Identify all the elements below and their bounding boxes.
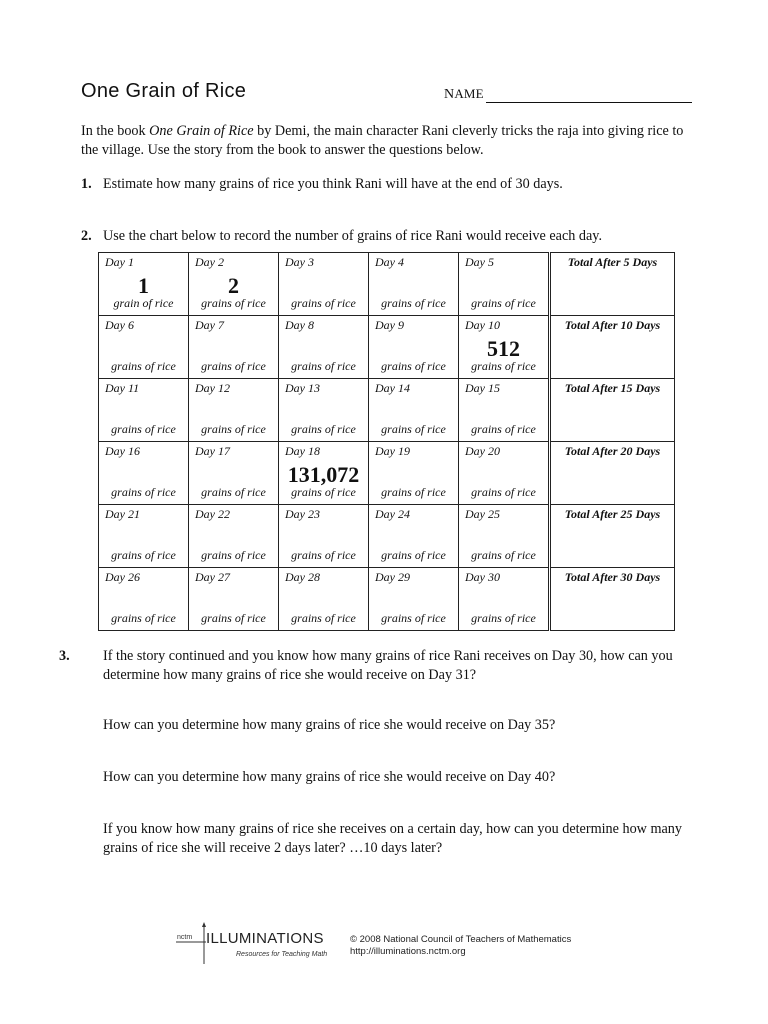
unit-label: grains of rice [471,548,536,562]
day-label: Day 20 [465,444,500,458]
total-label: Total After 5 Days [567,255,658,269]
unit-label: grains of rice [381,296,446,310]
day-label: Day 14 [375,381,410,395]
unit-label: grains of rice [381,422,446,436]
day-label: Day 22 [195,507,230,521]
day-cell[interactable] [99,505,189,568]
day-cell[interactable] [459,316,550,379]
day-label: Day 3 [285,255,314,269]
day-label: Day 26 [105,570,140,584]
chart-row [99,316,675,379]
unit-label: grains of rice [381,611,446,625]
chart-row [99,442,675,505]
day-cell[interactable] [369,253,459,316]
day-label: Day 9 [375,318,404,332]
day-label: Day 24 [375,507,410,521]
day-label: Day 15 [465,381,500,395]
unit-label: grains of rice [111,359,176,373]
chart-row [99,505,675,568]
day-label: Day 2 [195,255,224,269]
illuminations-logo [172,922,332,966]
question-3-sub-3: If you know how many grains of rice she receives on a certain day, how can you determine how many grains of rice she will receive 2 days later? …10 days later? [103,821,682,856]
question-2: 2. Use the chart below to record the number of grains of rice Rani would receive each day. [81,228,602,244]
day-cell[interactable] [369,568,459,631]
unit-label: grains of rice [381,359,446,373]
chart-row [99,379,675,442]
day-cell[interactable] [279,379,369,442]
day-label: Day 12 [195,381,230,395]
unit-label: grains of rice [201,485,266,499]
day-label: Day 19 [375,444,410,458]
day-cell[interactable] [99,316,189,379]
day-cell[interactable] [459,442,550,505]
grain-count: 512 [487,336,520,361]
day-cell[interactable] [279,316,369,379]
total-label: Total After 30 Days [564,570,661,584]
total-label: Total After 10 Days [564,318,661,332]
footer-url[interactable]: http://illuminations.nctm.org [350,946,466,957]
day-label: Day 27 [195,570,230,584]
day-cell[interactable] [189,379,279,442]
day-cell[interactable] [189,505,279,568]
unit-label: grains of rice [111,422,176,436]
total-cell[interactable] [550,568,675,631]
unit-label: grains of rice [291,296,356,310]
total-cell[interactable] [550,253,675,316]
unit-label: grains of rice [111,485,176,499]
unit-label: grains of rice [201,359,266,373]
day-label: Day 18 [285,444,320,458]
grain-count: 131,072 [287,462,360,487]
unit-label: grains of rice [201,611,266,625]
day-cell[interactable] [99,442,189,505]
chart-row [99,253,675,316]
logo-text: ILLUMINATIONS [206,930,324,947]
day-cell[interactable] [279,568,369,631]
compass-icon [172,922,208,966]
name-label: NAME [444,86,484,102]
day-cell[interactable] [189,568,279,631]
day-cell[interactable] [369,316,459,379]
day-label: Day 28 [285,570,320,584]
day-cell[interactable] [369,505,459,568]
day-label: Day 8 [285,318,314,332]
unit-label: grains of rice [201,296,266,310]
chart-row [99,568,675,631]
question-3-sub-1: How can you determine how many grains of rice she would receive on Day 35? [103,717,556,733]
day-cell[interactable] [279,442,369,505]
svg-text:nctm: nctm [177,934,193,941]
total-label: Total After 15 Days [564,381,661,395]
day-label: Day 6 [105,318,134,332]
day-cell[interactable] [99,568,189,631]
unit-label: grains of rice [201,422,266,436]
book-title: One Grain of Rice [149,123,254,139]
copyright-text: © 2008 National Council of Teachers of Mathematics [350,934,572,945]
day-label: Day 7 [195,318,224,332]
unit-label: grains of rice [471,359,536,373]
total-cell[interactable] [550,316,675,379]
day-cell[interactable] [459,379,550,442]
day-cell[interactable] [459,253,550,316]
day-cell[interactable] [99,253,189,316]
unit-label: grains of rice [381,548,446,562]
unit-label: grains of rice [471,611,536,625]
day-cell[interactable] [279,505,369,568]
question-3-sub-2: How can you determine how many grains of rice she would receive on Day 40? [103,769,556,785]
unit-label: grain of rice [113,296,174,310]
unit-label: grains of rice [111,611,176,625]
day-label: Day 23 [285,507,320,521]
day-cell[interactable] [459,568,550,631]
unit-label: grains of rice [111,548,176,562]
day-label: Day 5 [465,255,494,269]
day-label: Day 1 [105,255,134,269]
grain-count: 1 [138,273,149,298]
unit-label: grains of rice [471,296,536,310]
unit-label: grains of rice [201,548,266,562]
day-label: Day 10 [465,318,500,332]
day-label: Day 4 [375,255,404,269]
day-cell[interactable] [369,379,459,442]
day-cell[interactable] [369,442,459,505]
day-label: Day 30 [465,570,500,584]
total-cell[interactable] [550,442,675,505]
day-cell[interactable] [189,253,279,316]
unit-label: grains of rice [471,485,536,499]
name-input-line[interactable] [486,90,692,103]
grain-count: 2 [228,273,239,298]
unit-label: grains of rice [291,548,356,562]
footer-credits [350,934,571,958]
day-label: Day 25 [465,507,500,521]
day-label: Day 17 [195,444,230,458]
total-label: Total After 25 Days [564,507,661,521]
unit-label: grains of rice [471,422,536,436]
question-3: 3. If the story continued and you know how many grains of rice Rani receives on Day 30, how can you determine how many grains of rice she would receive on Day 31? [59,648,673,683]
unit-label: grains of rice [291,611,356,625]
day-cell[interactable] [279,253,369,316]
intro-paragraph: In the book One Grain of Rice by Demi, the main character Rani cleverly tricks the raja into giving rice to the village. Use the story from the book to answer the questions below. [81,123,684,158]
day-cell[interactable] [189,316,279,379]
total-cell[interactable] [550,505,675,568]
total-label: Total After 20 Days [564,444,661,458]
day-label: Day 13 [285,381,320,395]
unit-label: grains of rice [381,485,446,499]
question-1: 1. Estimate how many grains of rice you think Rani will have at the end of 30 days. [81,176,563,192]
page-title: One Grain of Rice [81,80,247,102]
day-cell[interactable] [459,505,550,568]
unit-label: grains of rice [291,359,356,373]
day-label: Day 29 [375,570,410,584]
total-cell[interactable] [550,379,675,442]
unit-label: grains of rice [291,422,356,436]
unit-label: grains of rice [291,485,356,499]
logo-tagline: Resources for Teaching Math [236,951,328,958]
day-cell[interactable] [99,379,189,442]
day-label: Day 21 [105,507,140,521]
day-label: Day 16 [105,444,140,458]
day-label: Day 11 [105,381,140,395]
name-field [444,86,692,103]
day-cell[interactable] [189,442,279,505]
rice-chart [98,252,675,631]
